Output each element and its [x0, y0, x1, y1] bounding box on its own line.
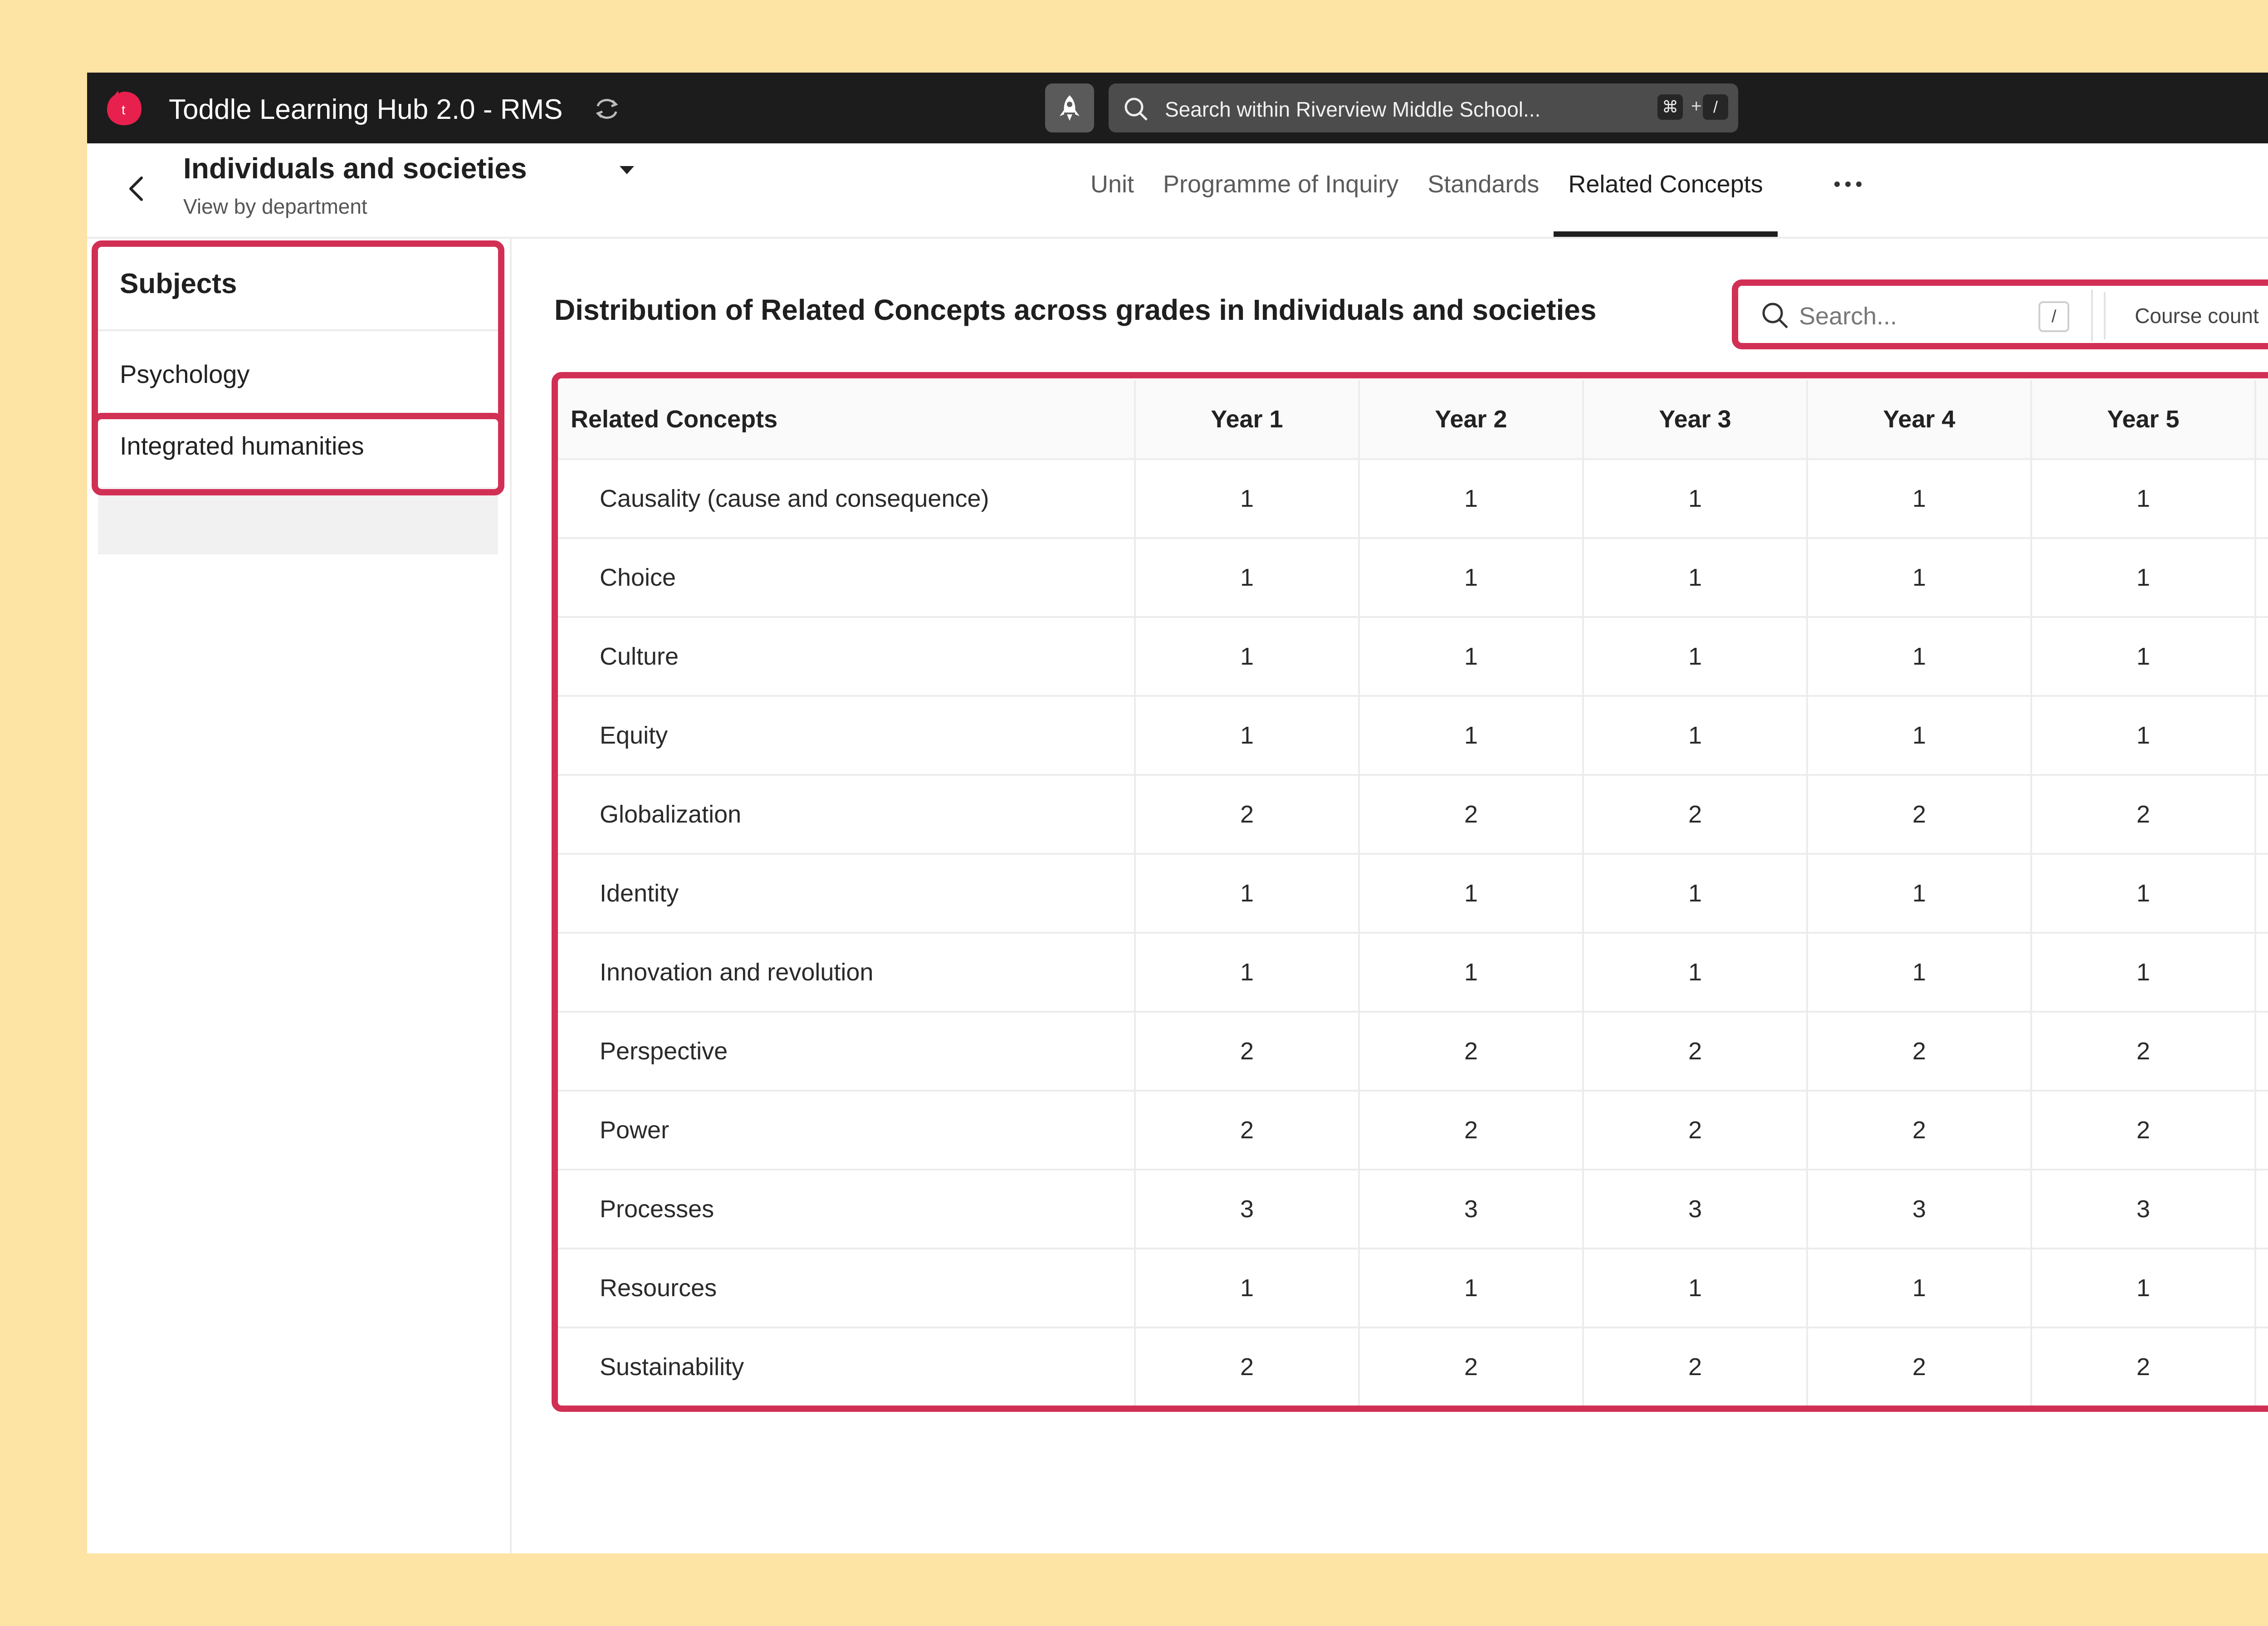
header-year-2: Year 2	[1359, 380, 1583, 459]
year-2-count-cell: 1	[1359, 538, 1583, 617]
app-window	[87, 73, 2268, 1553]
header-year-3: Year 3	[1583, 380, 1807, 459]
year-3-count-cell: 1	[1583, 538, 1807, 617]
year-4-count-cell: 1	[1807, 538, 2031, 617]
concept-name-cell: Choice	[556, 538, 1135, 617]
year-3-count-cell: 2	[1583, 1327, 1807, 1406]
header-year-1: Year 1	[1135, 380, 1359, 459]
year-2-count-cell: 1	[1359, 933, 1583, 1012]
year-1-count-cell: 1	[1135, 538, 1359, 617]
year-4-count-cell: 1	[1807, 617, 2031, 696]
year-2-count-cell: 1	[1359, 854, 1583, 933]
year-5-count-cell: 1	[2031, 538, 2255, 617]
year-4-count-cell: 2	[1807, 1012, 2031, 1091]
year-1-count-cell: 1	[1135, 1249, 1359, 1327]
concept-search-input[interactable]	[1750, 289, 2093, 341]
year-2-count-cell: 2	[1359, 775, 1583, 854]
year-3-count-cell: 1	[1583, 459, 1807, 538]
more-options-icon[interactable]	[1830, 166, 1866, 202]
year-3-count-cell: 1	[1583, 933, 1807, 1012]
year-4-count-cell: 1	[1807, 1249, 2031, 1327]
concept-name-cell: Processes	[556, 1170, 1135, 1249]
year-3-count-cell: 3	[1583, 1170, 1807, 1249]
year-2-count-cell: 2	[1359, 1327, 1583, 1406]
year-5-count-cell: 1	[2031, 933, 2255, 1012]
segment-divider	[2104, 292, 2106, 339]
table-highlight-frame	[552, 372, 2268, 1412]
subject-item-psychology[interactable]: Psychology	[120, 360, 250, 388]
year-5-count-cell: 1	[2031, 459, 2255, 538]
app-title[interactable]: Toddle Learning Hub 2.0 - RMS	[169, 94, 563, 125]
year-2-count-cell: 2	[1359, 1012, 1583, 1091]
global-search-placeholder: Search within Riverview Middle School...	[1165, 98, 1541, 121]
back-arrow-icon[interactable]	[119, 171, 155, 207]
year-5-count-cell: 2	[2031, 775, 2255, 854]
year-4-count-cell: 1	[1807, 933, 2031, 1012]
department-title[interactable]: Individuals and societies	[183, 152, 527, 185]
rocket-icon	[1056, 93, 1083, 122]
year-1-count-cell: 2	[1135, 775, 1359, 854]
subjects-heading: Subjects	[120, 268, 237, 299]
year-5-count-cell: 1	[2031, 617, 2255, 696]
concept-name-cell: Identity	[556, 854, 1135, 933]
year-1-count-cell: 1	[1135, 696, 1359, 775]
year-1-count-cell: 2	[1135, 1327, 1359, 1406]
shortcut-plus: +	[1691, 96, 1702, 116]
switch-school-icon[interactable]	[593, 95, 621, 122]
concept-search-placeholder: Search...	[1799, 303, 1897, 330]
course-count-toggle[interactable]: Course count	[2135, 304, 2259, 328]
concept-name-cell: Power	[556, 1091, 1135, 1170]
concept-name-cell: Resources	[556, 1249, 1135, 1327]
year-3-count-cell: 1	[1583, 854, 1807, 933]
year-5-count-cell: 2	[2031, 1327, 2255, 1406]
year-5-count-cell: 1	[2031, 696, 2255, 775]
year-5-count-cell: 2	[2031, 1012, 2255, 1091]
year-3-count-cell: 2	[1583, 775, 1807, 854]
svg-text:t: t	[122, 103, 126, 118]
year-4-count-cell: 1	[1807, 854, 2031, 933]
concept-name-cell: Perspective	[556, 1012, 1135, 1091]
year-1-count-cell: 1	[1135, 617, 1359, 696]
distribution-title: Distribution of Related Concepts across grades in Individuals and societies	[554, 294, 1597, 326]
page-header	[87, 143, 2268, 239]
view-tabs	[1076, 143, 1778, 237]
concept-name-cell: Causality (cause and consequence)	[556, 459, 1135, 538]
year-4-count-cell: 2	[1807, 1327, 2031, 1406]
year-4-count-cell: 2	[1807, 775, 2031, 854]
year-1-count-cell: 2	[1135, 1012, 1359, 1091]
subject-item-integrated-humanities[interactable]: Integrated humanities	[120, 431, 364, 460]
concept-name-cell: Globalization	[556, 775, 1135, 854]
concept-name-cell: Sustainability	[556, 1327, 1135, 1406]
year-2-count-cell: 2	[1359, 1091, 1583, 1170]
year-3-count-cell: 1	[1583, 617, 1807, 696]
year-1-count-cell: 1	[1135, 854, 1359, 933]
header-year-4: Year 4	[1807, 380, 2031, 459]
concept-name-cell: Equity	[556, 696, 1135, 775]
year-2-count-cell: 1	[1359, 459, 1583, 538]
selected-subject-background	[98, 487, 498, 554]
year-5-count-cell: 1	[2031, 854, 2255, 933]
year-4-count-cell: 1	[1807, 696, 2031, 775]
year-2-count-cell: 3	[1359, 1170, 1583, 1249]
global-search-input[interactable]	[1109, 83, 1738, 132]
launcher-button[interactable]	[1045, 83, 1094, 132]
tab-related-concepts[interactable]: Related Concepts	[1554, 143, 1777, 237]
chevron-down-icon[interactable]	[618, 163, 636, 177]
toddle-logo-icon[interactable]	[105, 90, 143, 126]
year-3-count-cell: 1	[1583, 696, 1807, 775]
year-1-count-cell: 1	[1135, 933, 1359, 1012]
year-4-count-cell: 1	[1807, 459, 2031, 538]
header-related-concepts: Related Concepts	[556, 380, 1135, 459]
year-5-count-cell: 1	[2031, 1249, 2255, 1327]
tab-unit[interactable]: Unit	[1090, 171, 1134, 198]
year-4-count-cell: 3	[1807, 1170, 2031, 1249]
shortcut-slash-key: /	[1703, 94, 1728, 120]
search-icon	[1760, 300, 1790, 330]
year-2-count-cell: 1	[1359, 617, 1583, 696]
shortcut-cmd-key: ⌘	[1657, 94, 1683, 120]
year-5-count-cell: 2	[2031, 1091, 2255, 1170]
year-2-count-cell: 1	[1359, 696, 1583, 775]
year-3-count-cell: 2	[1583, 1012, 1807, 1091]
tab-programme-of-inquiry[interactable]: Programme of Inquiry	[1163, 171, 1399, 198]
year-3-count-cell: 2	[1583, 1091, 1807, 1170]
header-year-5: Year 5	[2031, 380, 2255, 459]
page-subtitle: View by department	[183, 195, 367, 218]
search-shortcut-key: /	[2038, 301, 2069, 332]
year-1-count-cell: 3	[1135, 1170, 1359, 1249]
search-icon	[1122, 95, 1149, 122]
top-bar	[87, 73, 2268, 143]
year-1-count-cell: 1	[1135, 459, 1359, 538]
year-1-count-cell: 2	[1135, 1091, 1359, 1170]
concept-name-cell: Culture	[556, 617, 1135, 696]
year-5-count-cell: 3	[2031, 1170, 2255, 1249]
year-2-count-cell: 1	[1359, 1249, 1583, 1327]
subjects-divider	[98, 329, 498, 331]
concept-name-cell: Innovation and revolution	[556, 933, 1135, 1012]
year-3-count-cell: 1	[1583, 1249, 1807, 1327]
year-4-count-cell: 2	[1807, 1091, 2031, 1170]
tab-standards[interactable]: Standards	[1427, 171, 1540, 198]
